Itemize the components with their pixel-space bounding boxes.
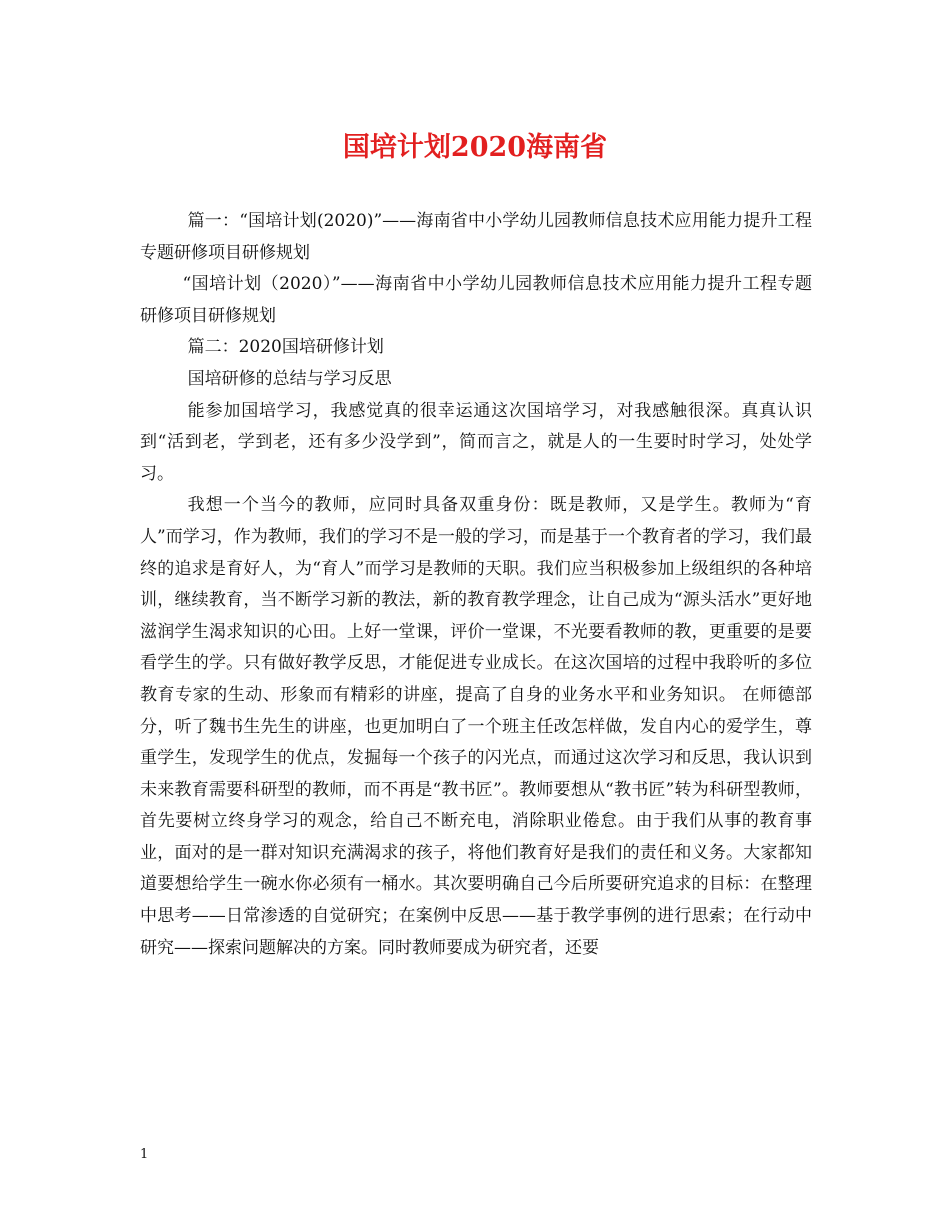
- paragraph-3: 篇二：2020国培研修计划: [187, 337, 384, 358]
- paragraph-1: 篇一：“国培计划(2020)”——海南省中小学幼儿园教师信息技术应用能力提升工程专题研修项目研修规划: [140, 211, 812, 263]
- paragraph-5: 能参加国培学习，我感觉真的很幸运通这次国培学习，对我感触很深。真真认识到“活到老，学到老，还有多少没学到”，简而言之，就是人的一生要时时学习，处处学习。: [140, 400, 812, 484]
- paragraph-6: 我想一个当今的教师，应同时具备双重身份：既是教师，又是学生。教师为“育人”而学习，作为教师，我们的学习不是一般的学习，而是基于一个教育者的学习，我们最终的追求是育好人，为“育人”而学习是教师的天职。我们应当积极参加上级组织的各种培训，继续教育，当不断学习新的教法，新的教育教学理念，让自己成为“源头活水”更好地滋润学生渴求知识的心田。上好一堂课，评价一堂课，不光要看教师的教，更重要的是要看学生的学。只有做好教学反思，才能促进专业成长。在这次国培的过程中我聆听的多位教育专家的生动、形象而有精彩的讲座，提高了自身的业务水平和业务知识。 在师德部分，听了魏书生先生的讲座，也更加明白了一个班主任改怎样做，发自内心的爱学生，尊重学生，发现学生的优点，发掘每一个孩子的闪光点，而通过这次学习和反思，我认识到未来教育需要科研型的教师，而不再是“教书匠”。教师要想从“教书匠”转为科研型教师，首先要树立终身学习的观念，给自己不断充电，消除职业倦怠。由于我们从事的教育事业，面对的是一群对知识充满渴求的孩子，将他们教育好是我们的责任和义务。大家都知道要想给学生一碗水你必须有一桶水。其次要明确自己今后所要研究追求的目标：在整理中思考——日常渗透的自觉研究；在案例中反思——基于教学事例的进行思索；在行动中研究——探索问题解决的方案。同时教师要成为研究者，还要: [140, 495, 812, 958]
- document-title: 国培计划2020海南省: [342, 132, 608, 163]
- paragraph-2: “国培计划（2020）”——海南省中小学幼儿园教师信息技术应用能力提升工程专题研修项目研修规划: [140, 274, 812, 326]
- document-body: [140, 206, 812, 964]
- paragraph-4: 国培研修的总结与学习反思: [187, 368, 392, 389]
- page-number: 1: [140, 1147, 149, 1162]
